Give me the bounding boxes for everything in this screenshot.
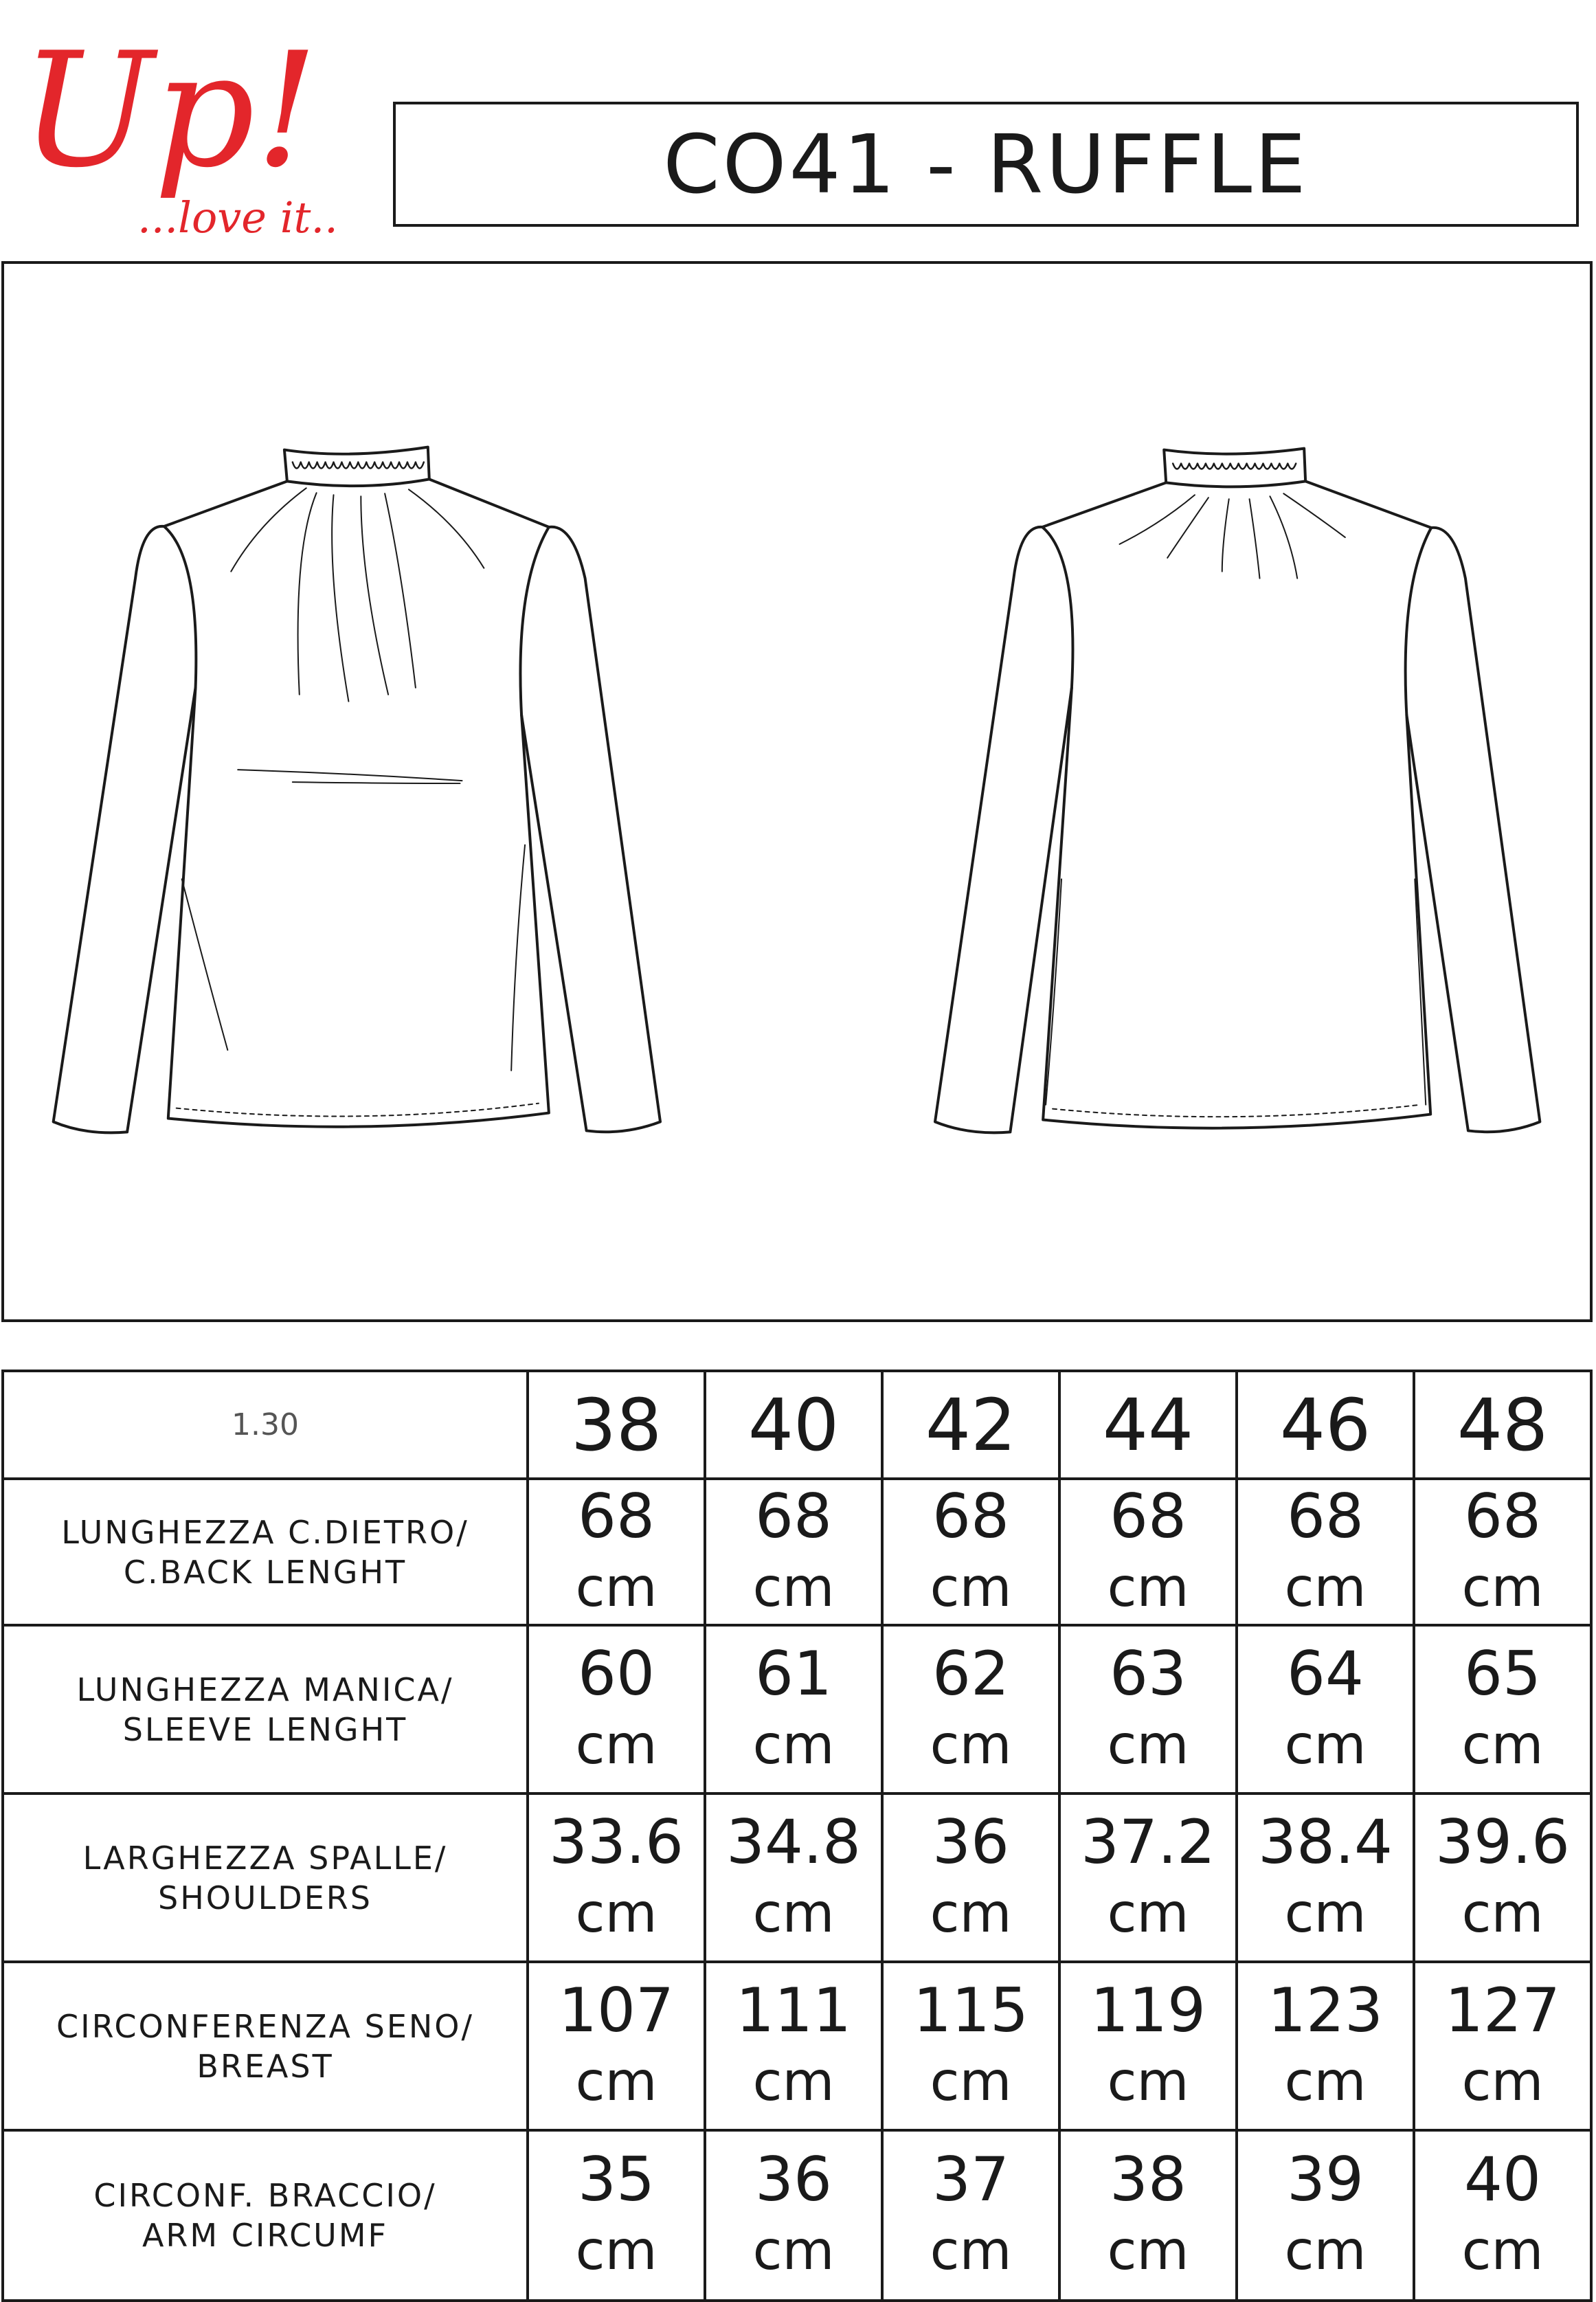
measure-number: 60 (578, 1638, 655, 1709)
measure-unit: cm (1284, 2220, 1367, 2282)
logo-tagline-text: ...love it... (137, 192, 337, 241)
measure-unit: cm (1284, 1556, 1367, 1619)
size-header-row (3, 1371, 1591, 1479)
page-title: CO41 - RUFFLE (663, 117, 1309, 212)
garment-drawings (4, 264, 1590, 1319)
measure-label-en: C.BACK LENGHT (123, 1553, 407, 1591)
measure-label-arm-circumference (3, 2130, 528, 2301)
measure-unit: cm (752, 2050, 835, 2113)
measure-number: 123 (1268, 1974, 1383, 2046)
measure-label-en: SLEEVE LENGHT (122, 1710, 408, 1748)
measure-unit: cm (575, 1882, 657, 1945)
measure-unit: cm (930, 2050, 1012, 2113)
measure-unit: cm (575, 2220, 657, 2282)
measure-label-breast (3, 1962, 528, 2130)
measure-unit: cm (575, 2050, 657, 2113)
measure-value-sleeve-length-size-38 (528, 1625, 705, 1793)
measure-unit: cm (575, 1714, 657, 1776)
measure-number: 68 (1464, 1480, 1541, 1552)
measure-value-arm-circumference-size-46 (1237, 2130, 1414, 2301)
measure-number: 68 (932, 1480, 1009, 1552)
size-42-header: 42 (882, 1371, 1059, 1479)
measure-value-arm-circumference-size-48 (1414, 2130, 1591, 2301)
measure-value-back-length-size-46 (1237, 1479, 1414, 1625)
measure-unit: cm (1107, 1882, 1189, 1945)
measure-number: 68 (1287, 1480, 1364, 1552)
measure-unit: cm (752, 1714, 835, 1776)
size-46-header: 46 (1237, 1371, 1414, 1479)
measure-value-sleeve-length-size-40 (705, 1625, 882, 1793)
measure-value-breast-size-40 (705, 1962, 882, 2130)
measure-unit: cm (1461, 1556, 1544, 1619)
measure-unit: cm (1107, 2050, 1189, 2113)
size-40-header: 40 (705, 1371, 882, 1479)
measure-unit: cm (930, 2220, 1012, 2282)
measure-unit: cm (930, 1714, 1012, 1776)
size-48-header: 48 (1414, 1371, 1591, 1479)
measure-number: 63 (1110, 1638, 1187, 1709)
measure-value-breast-size-46 (1237, 1962, 1414, 2130)
measure-value-shoulders-size-40 (705, 1793, 882, 1962)
measure-unit: cm (1284, 2050, 1367, 2113)
garment-drawing-panel (1, 261, 1593, 1322)
measure-value-arm-circumference-size-38 (528, 2130, 705, 2301)
measure-row-breast (3, 1962, 1591, 2130)
measure-value-shoulders-size-44 (1059, 1793, 1237, 1962)
measure-number: 34.8 (726, 1806, 861, 1877)
measure-unit: cm (930, 1882, 1012, 1945)
measure-number: 33.6 (549, 1806, 684, 1877)
measure-label-en: ARM CIRCUMF (142, 2217, 389, 2254)
measure-row-back-length (3, 1479, 1591, 1625)
measure-number: 64 (1287, 1638, 1364, 1709)
measure-label-sleeve-length (3, 1625, 528, 1793)
measure-unit: cm (1461, 1882, 1544, 1945)
measure-label-it: LUNGHEZZA MANICA/ (76, 1670, 454, 1708)
measure-value-sleeve-length-size-44 (1059, 1625, 1237, 1793)
measure-label-it: CIRCONF. BRACCIO/ (93, 2177, 437, 2214)
measure-value-back-length-size-42 (882, 1479, 1059, 1625)
measure-number: 39.6 (1435, 1806, 1570, 1877)
measure-value-sleeve-length-size-42 (882, 1625, 1059, 1793)
measure-unit: cm (1107, 2220, 1189, 2282)
size-44-header: 44 (1059, 1371, 1237, 1479)
size-38-header: 38 (528, 1371, 705, 1479)
measure-unit: cm (1284, 1714, 1367, 1776)
measure-number: 37 (932, 2144, 1009, 2215)
measure-number: 36 (755, 2144, 832, 2215)
measure-number: 68 (578, 1480, 655, 1552)
measure-value-breast-size-42 (882, 1962, 1059, 2130)
measure-value-back-length-size-44 (1059, 1479, 1237, 1625)
measure-value-shoulders-size-42 (882, 1793, 1059, 1962)
measure-value-shoulders-size-38 (528, 1793, 705, 1962)
measure-number: 119 (1090, 1974, 1206, 2046)
logo-brand-text: Up! (21, 27, 319, 203)
measure-unit: cm (1461, 2220, 1544, 2282)
measure-number: 35 (578, 2144, 655, 2215)
measure-value-arm-circumference-size-40 (705, 2130, 882, 2301)
measure-number: 40 (1464, 2144, 1541, 2215)
measure-value-breast-size-48 (1414, 1962, 1591, 2130)
measure-value-breast-size-44 (1059, 1962, 1237, 2130)
measure-number: 38 (1110, 2144, 1187, 2215)
measure-number: 111 (736, 1974, 851, 2046)
measure-number: 115 (913, 1974, 1029, 2046)
measure-number: 38.4 (1258, 1806, 1393, 1877)
measure-row-shoulders (3, 1793, 1591, 1962)
measure-label-it: LARGHEZZA SPALLE/ (82, 1839, 448, 1877)
measure-value-back-length-size-48 (1414, 1479, 1591, 1625)
measure-number: 65 (1464, 1638, 1541, 1709)
measure-label-back-length (3, 1479, 528, 1625)
measure-value-arm-circumference-size-42 (882, 2130, 1059, 2301)
measure-number: 127 (1445, 1974, 1560, 2046)
measure-value-back-length-size-38 (528, 1479, 705, 1625)
measure-label-shoulders (3, 1793, 528, 1962)
measure-number: 62 (932, 1638, 1009, 1709)
size-chart-table (1, 1370, 1593, 2302)
measure-unit: cm (752, 2220, 835, 2282)
measure-label-en: SHOULDERS (158, 1879, 372, 1917)
measure-unit: cm (930, 1556, 1012, 1619)
measure-label-it: LUNGHEZZA C.DIETRO/ (61, 1513, 469, 1551)
measure-value-breast-size-38 (528, 1962, 705, 2130)
measure-label-en: BREAST (196, 2047, 334, 2085)
measure-number: 61 (755, 1638, 832, 1709)
measure-number: 68 (755, 1480, 832, 1552)
measure-number: 68 (1110, 1480, 1187, 1552)
measure-unit: cm (1284, 1882, 1367, 1945)
logo-graphic (21, 27, 337, 241)
measure-value-sleeve-length-size-46 (1237, 1625, 1414, 1793)
measure-number: 37.2 (1081, 1806, 1215, 1877)
measure-number: 36 (932, 1806, 1009, 1877)
measure-unit: cm (752, 1882, 835, 1945)
measure-unit: cm (1461, 1714, 1544, 1776)
measure-value-back-length-size-40 (705, 1479, 882, 1625)
measure-label-it: CIRCONFERENZA SENO/ (56, 2007, 475, 2045)
measure-row-arm-circumference (3, 2130, 1591, 2301)
model-code: 1.30 (3, 1371, 528, 1479)
measure-unit: cm (575, 1556, 657, 1619)
measure-value-shoulders-size-48 (1414, 1793, 1591, 1962)
measure-value-arm-circumference-size-44 (1059, 2130, 1237, 2301)
measure-number: 39 (1287, 2144, 1364, 2215)
front-view-drawing (54, 447, 660, 1133)
back-view-drawing (935, 449, 1540, 1133)
measure-row-sleeve-length (3, 1625, 1591, 1793)
measure-unit: cm (1461, 2050, 1544, 2113)
measure-unit: cm (1107, 1714, 1189, 1776)
measure-value-sleeve-length-size-48 (1414, 1625, 1591, 1793)
brand-logo (21, 27, 337, 241)
measure-number: 107 (559, 1974, 674, 2046)
measure-unit: cm (752, 1556, 835, 1619)
measure-value-shoulders-size-46 (1237, 1793, 1414, 1962)
measure-unit: cm (1107, 1556, 1189, 1619)
title-box (393, 102, 1579, 227)
